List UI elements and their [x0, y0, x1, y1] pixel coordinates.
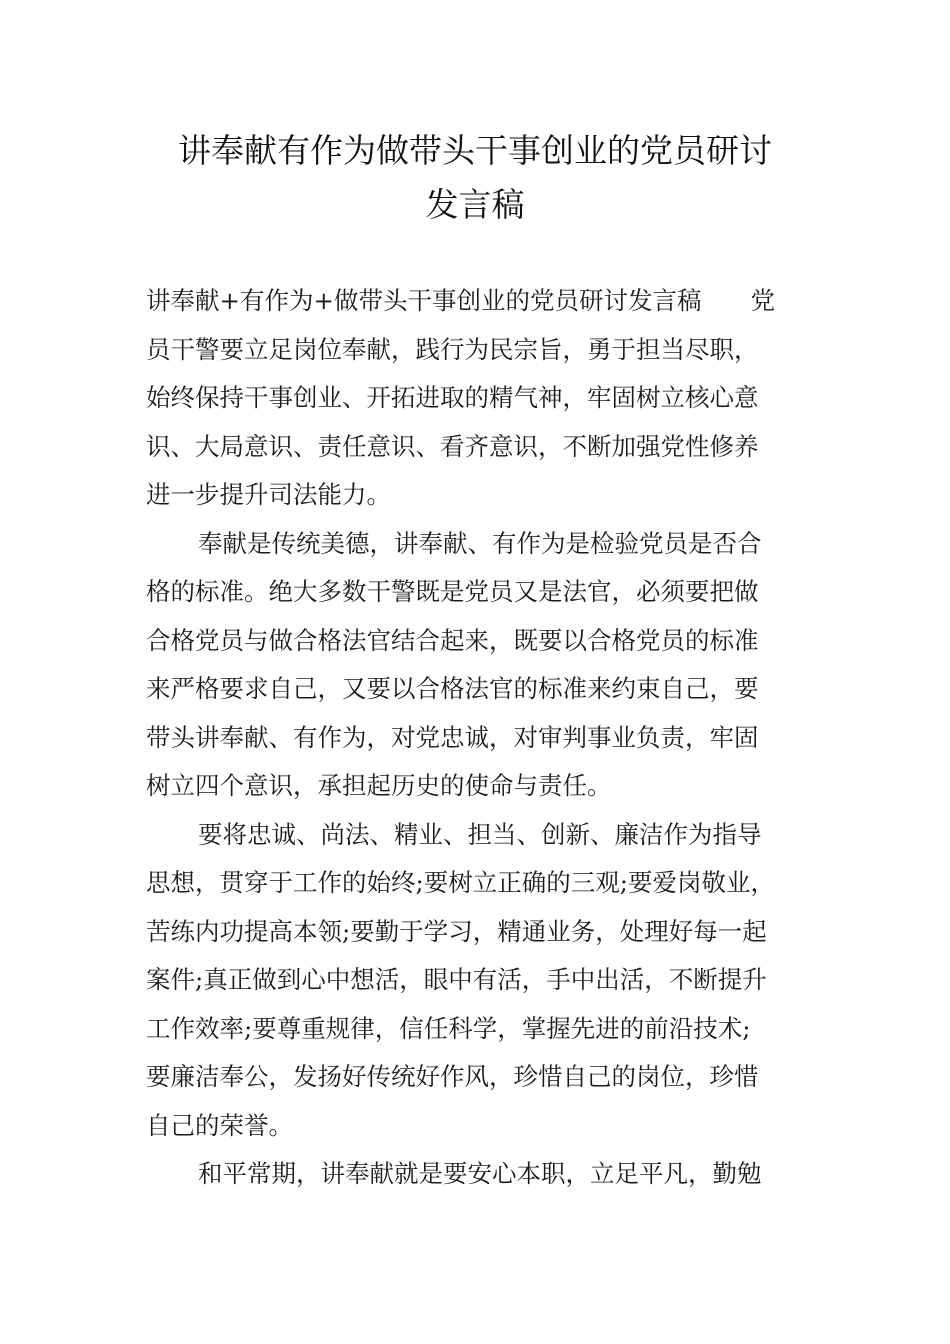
paragraph-line: 格的标准。绝大多数干警既是党员又是法官，必须要把做 — [146, 577, 759, 606]
paragraph-line: 和平常期，讲奉献就是要安心本职，立足平凡，勤勉 — [198, 1159, 762, 1188]
paragraph-line: 员干警要立足岗位奉献，践行为民宗旨，勇于担当尽职， — [146, 334, 759, 364]
paragraph-line: 识、大局意识、责任意识、看齐意识，不断加强党性修养 — [146, 431, 759, 461]
paragraph-line: 奉献是传统美德，讲奉献、有作为是检验党员是否合 — [198, 528, 762, 558]
paragraph-line: 进一步提升司法能力。 — [146, 480, 391, 509]
document-title — [120, 124, 830, 232]
paragraph-line: 案件;真正做到心中想活，眼中有活，手中出活，不断提升 — [146, 965, 767, 994]
paragraph-line: 树立四个意识，承担起历史的使命与责任。 — [146, 771, 612, 800]
paragraph-2 — [146, 520, 826, 811]
paragraph-line: 来严格要求自己，又要以合格法官的标准来约束自己，要 — [146, 674, 759, 703]
paragraph-line: 自己的荣誉。 — [146, 1110, 293, 1140]
paragraph-3 — [146, 811, 826, 1151]
paragraph-line: 带头讲奉献、有作为，对党忠诚，对审判事业负责，牢固 — [146, 722, 759, 752]
paragraph-line: 讲奉献+有作为+做带头干事创业的党员研讨发言稿 党 — [146, 286, 776, 315]
paragraph-1 — [146, 277, 826, 520]
paragraph-line: 要廉洁奉公，发扬好传统好作风，珍惜自己的岗位，珍惜 — [146, 1062, 759, 1091]
title-line-1: 讲奉献有作为做带头干事创业的党员研讨 — [178, 131, 772, 170]
paragraph-line: 始终保持干事创业、开拓进取的精气神，牢固树立核心意 — [146, 383, 759, 412]
paragraph-4 — [146, 1150, 826, 1199]
paragraph-line: 工作效率;要尊重规律，信任科学，掌握先进的前沿技术; — [146, 1013, 751, 1043]
document-body — [146, 277, 826, 1199]
paragraph-line: 思想，贯穿于工作的始终;要树立正确的三观;要爱岗敬业， — [146, 868, 776, 897]
paragraph-line: 苦练内功提高本领;要勤于学习，精通业务，处理好每一起 — [146, 916, 767, 946]
title-line-2: 发言稿 — [425, 185, 525, 224]
paragraph-line: 合格党员与做合格法官结合起来，既要以合格党员的标准 — [146, 625, 759, 655]
paragraph-line: 要将忠诚、尚法、精业、担当、创新、廉洁作为指导 — [198, 819, 762, 849]
